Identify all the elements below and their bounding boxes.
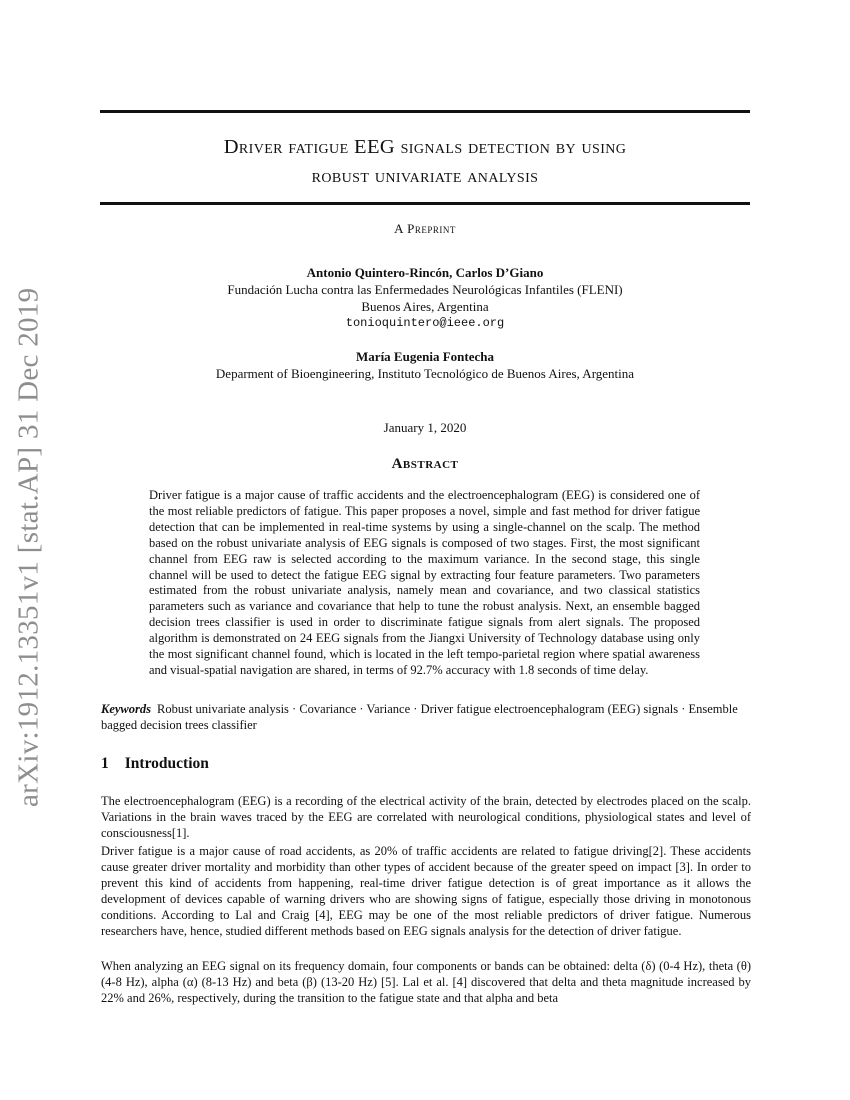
section-title: Introduction [124,755,209,772]
author-affiliation: Deparment of Bioengineering, Instituto Tecnológico de Buenos Aires, Argentina [215,366,635,381]
author-block-2 [100,348,750,382]
abstract-heading: Abstract [391,456,459,472]
author-affiliation: Fundación Lucha contra las Enfermedades Neurológicas Infantiles (FLENI) [227,282,623,297]
author-block-1 [100,264,750,332]
author-location: Buenos Aires, Argentina [361,299,489,314]
section-heading-introduction [101,755,209,773]
author-names: María Eugenia Fontecha [356,349,494,364]
abstract-text: Driver fatigue is a major cause of traffic accidents and the electroencephalogram (EEG) is considered one of the most reliable predictors of fatigue. This paper proposes a novel, simple and fast method for driver fatigue detection that can be implemented in real-time systems by using a single-channel on the scalp. The method based on the robust univariate analysis of EEG signals is composed of two stages. First, the most significant channel from EEG raw is selected according to the maximum variance. In the second stage, this single channel will be used to detect the fatigue EEG signal by extracting four feature parameters. Two parameters estimated from the robust univariate analysis, namely mean and covariance, and two classical statistics parameters such as variance and covariance that help to tune the robust analysis. Next, an ensemble bagged decision trees classifier is used in order to discriminate fatigue signals from alert signals. The proposed algorithm is demonstrated on 24 EEG signals from the Jiangxi University of Technology database using only the most significant channel found, which is located in the left tempo-parietal region where spatial awareness and visual-spatial navigation are shared, in terms of 92.7% accuracy with 1.8 seconds of time delay. [149,488,700,677]
paper-title-line-2: robust univariate analysis [311,165,539,187]
paper-title [100,133,750,191]
body-paragraph: When analyzing an EEG signal on its frequency domain, four components or bands can be obtained: delta (δ) (0-4 Hz), theta (θ) (4-8 Hz), alpha (α) (8-13 Hz) and beta (β) (13-20 Hz) [5]. Lal et al. [4] discovered that delta and theta magnitude increased by 22% and 26%, respectively, during the transition to the fatigue state and that alpha and beta [101,959,751,1005]
body-paragraph: The electroencephalogram (EEG) is a recording of the electrical activity of the brain, detected by electrodes placed on the scalp. Variations in the brain waves traced by the EEG are correlated with neurological conditions, physiological states and level of consciousness[1]. [101,794,751,840]
body-paragraph: Driver fatigue is a major cause of road accidents, as 20% of traffic accidents are related to fatigue driving[2]. These accidents cause greater driver mortality and morbidity than other types of accident because of the greater speed on impact [3]. In order to prevent this kind of accidents from happening, real-time driver fatigue detection is of great importance as it allows the development of devices capable of warning drivers who are showing signs of fatigue, especially those driving in monotonous conditions. According to Lal and Craig [4], EEG may be one of the most reliable predictors of driver fatigue. Numerous researchers have, hence, studied different methods based on EEG signals analysis for the detection of driver fatigue. [101,844,751,938]
title-bottom-rule [100,202,750,205]
preprint-label: A Preprint [394,221,456,236]
author-names: Antonio Quintero-Rincón, Carlos D’Giano [306,265,544,280]
keywords-label: Keywords [101,702,151,716]
publication-date: January 1, 2020 [383,420,467,435]
paper-title-line-1: Driver fatigue EEG signals detection by using [223,136,627,158]
title-top-rule [100,110,750,113]
arxiv-identifier-stamp: arXiv:1912.13351v1 [stat.AP] 31 Dec 2019 [12,287,45,807]
author-email[interactable]: tonioquintero@ieee.org [345,316,505,330]
keywords [101,702,751,734]
section-number: 1 [101,755,109,772]
keywords-text: Robust univariate analysis · Covariance · Variance · Driver fatigue electroencephalogram (EEG) signals · Ensemble bagged decision trees classifier [101,702,738,732]
